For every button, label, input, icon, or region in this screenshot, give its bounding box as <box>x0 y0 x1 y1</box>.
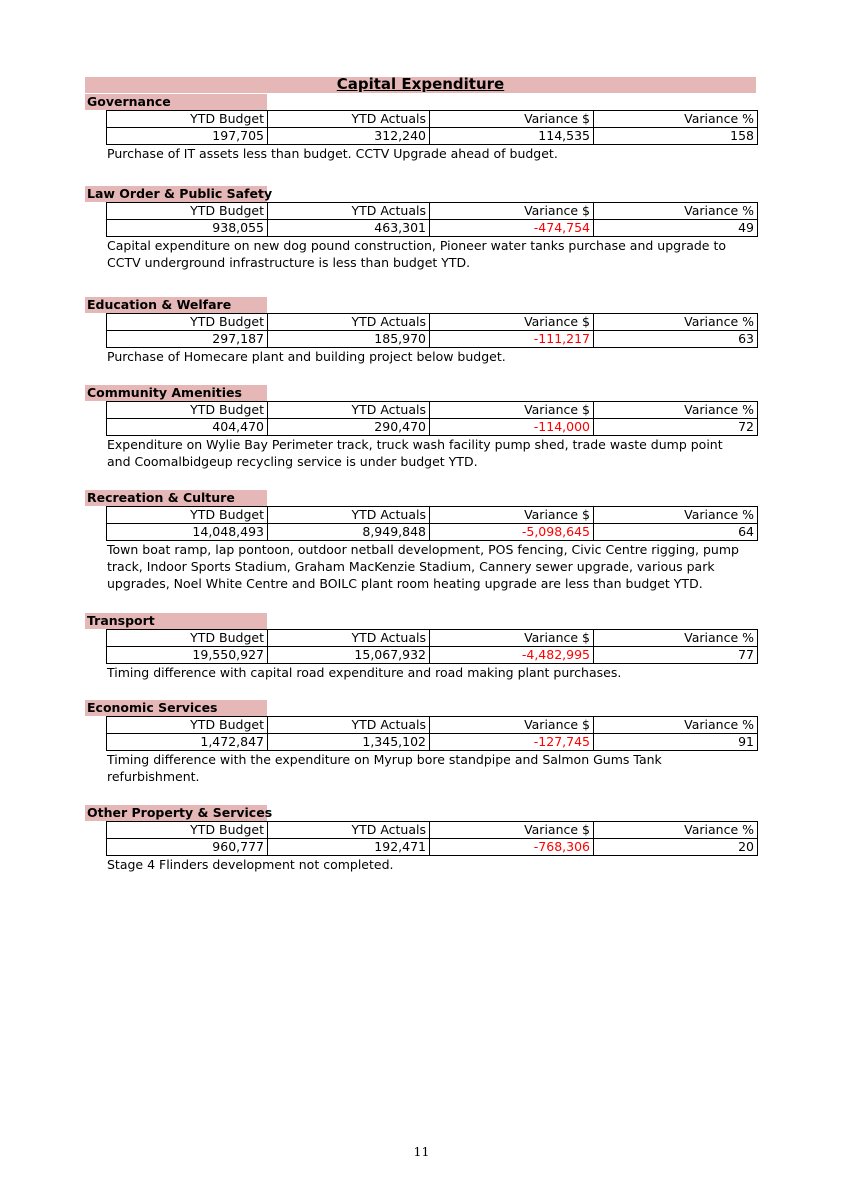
variance-pct-value: 64 <box>594 524 758 541</box>
header-variance-dollar: Variance $ <box>430 507 594 524</box>
table-header-row <box>107 203 758 220</box>
header-ytd-actuals: YTD Actuals <box>268 630 430 647</box>
section-economic-services <box>85 700 757 785</box>
variance-table <box>106 821 758 856</box>
table-row <box>107 331 758 348</box>
section-note: Stage 4 Flinders development not completed. <box>107 857 394 872</box>
section-governance <box>85 94 757 162</box>
table-header-row <box>107 402 758 419</box>
table-row <box>107 839 758 856</box>
table-row <box>107 647 758 664</box>
variance-dollar-value: -127,745 <box>430 734 594 751</box>
header-variance-pct: Variance % <box>594 111 758 128</box>
header-variance-dollar: Variance $ <box>430 314 594 331</box>
header-variance-dollar: Variance $ <box>430 630 594 647</box>
header-ytd-actuals: YTD Actuals <box>268 507 430 524</box>
table-header-row <box>107 822 758 839</box>
section-note: Purchase of IT assets less than budget. CCTV Upgrade ahead of budget. <box>107 146 558 161</box>
header-ytd-actuals: YTD Actuals <box>268 203 430 220</box>
table-row <box>107 419 758 436</box>
section-title: Transport <box>87 613 155 628</box>
variance-table <box>106 110 758 145</box>
header-variance-pct: Variance % <box>594 822 758 839</box>
table-row <box>107 524 758 541</box>
section-note: Capital expenditure on new dog pound construction, Pioneer water tanks purchase and upgrade to CCTV underground infrastructure is less than budget YTD. <box>107 238 727 270</box>
table-header-row <box>107 314 758 331</box>
variance-pct-value: 63 <box>594 331 758 348</box>
header-ytd-budget: YTD Budget <box>107 507 268 524</box>
table-row <box>107 128 758 145</box>
section-note: Town boat ramp, lap pontoon, outdoor netball development, POS fencing, Civic Centre rigging, pump track, Indoor Sports Stadium, Graham MacKenzie Stadium, Cannery sewer upgrade, various park upgrades, Noel White Centre and BOILC plant room heating upgrade are less than budget YTD. <box>107 542 739 591</box>
header-ytd-actuals: YTD Actuals <box>268 717 430 734</box>
variance-pct-value: 49 <box>594 220 758 237</box>
table-header-row <box>107 507 758 524</box>
ytd-actuals-value: 192,471 <box>268 839 430 856</box>
section-transport <box>85 613 757 681</box>
section-note: Timing difference with the expenditure on Myrup bore standpipe and Salmon Gums Tank refurbishment. <box>107 752 662 784</box>
variance-table <box>106 629 758 664</box>
variance-pct-value: 20 <box>594 839 758 856</box>
header-variance-pct: Variance % <box>594 402 758 419</box>
variance-pct-value: 91 <box>594 734 758 751</box>
table-header-row <box>107 630 758 647</box>
table-header-row <box>107 717 758 734</box>
ytd-actuals-value: 312,240 <box>268 128 430 145</box>
ytd-actuals-value: 463,301 <box>268 220 430 237</box>
header-variance-pct: Variance % <box>594 507 758 524</box>
section-note: Timing difference with capital road expenditure and road making plant purchases. <box>107 665 622 680</box>
variance-dollar-value: 114,535 <box>430 128 594 145</box>
header-variance-pct: Variance % <box>594 630 758 647</box>
variance-dollar-value: -474,754 <box>430 220 594 237</box>
section-title: Law Order & Public Safety <box>87 186 273 201</box>
header-ytd-actuals: YTD Actuals <box>268 111 430 128</box>
page-title: Capital Expenditure <box>336 75 505 93</box>
ytd-budget-value: 297,187 <box>107 331 268 348</box>
variance-pct-value: 72 <box>594 419 758 436</box>
header-ytd-actuals: YTD Actuals <box>268 314 430 331</box>
header-variance-dollar: Variance $ <box>430 111 594 128</box>
variance-dollar-value: -768,306 <box>430 839 594 856</box>
section-title: Governance <box>87 94 171 109</box>
table-header-row <box>107 111 758 128</box>
header-ytd-budget: YTD Budget <box>107 111 268 128</box>
section-education-welfare <box>85 297 757 365</box>
header-ytd-budget: YTD Budget <box>107 402 268 419</box>
variance-pct-value: 77 <box>594 647 758 664</box>
section-title: Economic Services <box>87 700 218 715</box>
header-ytd-budget: YTD Budget <box>107 717 268 734</box>
ytd-actuals-value: 15,067,932 <box>268 647 430 664</box>
variance-table <box>106 506 758 541</box>
header-variance-pct: Variance % <box>594 203 758 220</box>
header-ytd-actuals: YTD Actuals <box>268 822 430 839</box>
section-title: Recreation & Culture <box>87 490 235 505</box>
section-other-property <box>85 805 757 873</box>
variance-table <box>106 401 758 436</box>
variance-table <box>106 313 758 348</box>
header-variance-dollar: Variance $ <box>430 717 594 734</box>
variance-dollar-value: -114,000 <box>430 419 594 436</box>
ytd-budget-value: 197,705 <box>107 128 268 145</box>
ytd-budget-value: 960,777 <box>107 839 268 856</box>
header-ytd-budget: YTD Budget <box>107 822 268 839</box>
ytd-actuals-value: 1,345,102 <box>268 734 430 751</box>
section-title: Other Property & Services <box>87 805 273 820</box>
header-ytd-budget: YTD Budget <box>107 203 268 220</box>
ytd-actuals-value: 8,949,848 <box>268 524 430 541</box>
ytd-budget-value: 19,550,927 <box>107 647 268 664</box>
variance-table <box>106 202 758 237</box>
variance-dollar-value: -4,482,995 <box>430 647 594 664</box>
section-note: Purchase of Homecare plant and building project below budget. <box>107 349 506 364</box>
table-row <box>107 220 758 237</box>
section-law-order <box>85 186 757 271</box>
variance-dollar-value: -111,217 <box>430 331 594 348</box>
header-variance-dollar: Variance $ <box>430 822 594 839</box>
section-recreation-culture <box>85 490 757 592</box>
header-ytd-actuals: YTD Actuals <box>268 402 430 419</box>
ytd-budget-value: 404,470 <box>107 419 268 436</box>
section-community-amenities <box>85 385 757 470</box>
ytd-budget-value: 1,472,847 <box>107 734 268 751</box>
header-variance-dollar: Variance $ <box>430 402 594 419</box>
header-variance-dollar: Variance $ <box>430 203 594 220</box>
ytd-budget-value: 14,048,493 <box>107 524 268 541</box>
table-row <box>107 734 758 751</box>
ytd-actuals-value: 185,970 <box>268 331 430 348</box>
section-title: Education & Welfare <box>87 297 232 312</box>
header-variance-pct: Variance % <box>594 717 758 734</box>
variance-dollar-value: -5,098,645 <box>430 524 594 541</box>
header-ytd-budget: YTD Budget <box>107 314 268 331</box>
section-title: Community Amenities <box>87 385 242 400</box>
section-note: Expenditure on Wylie Bay Perimeter track, truck wash facility pump shed, trade waste dump point and Coomalbidgeup recycling service is under budget YTD. <box>107 437 723 469</box>
variance-table <box>106 716 758 751</box>
header-ytd-budget: YTD Budget <box>107 630 268 647</box>
ytd-actuals-value: 290,470 <box>268 419 430 436</box>
ytd-budget-value: 938,055 <box>107 220 268 237</box>
variance-pct-value: 158 <box>594 128 758 145</box>
page-number: 11 <box>413 1144 430 1159</box>
header-variance-pct: Variance % <box>594 314 758 331</box>
